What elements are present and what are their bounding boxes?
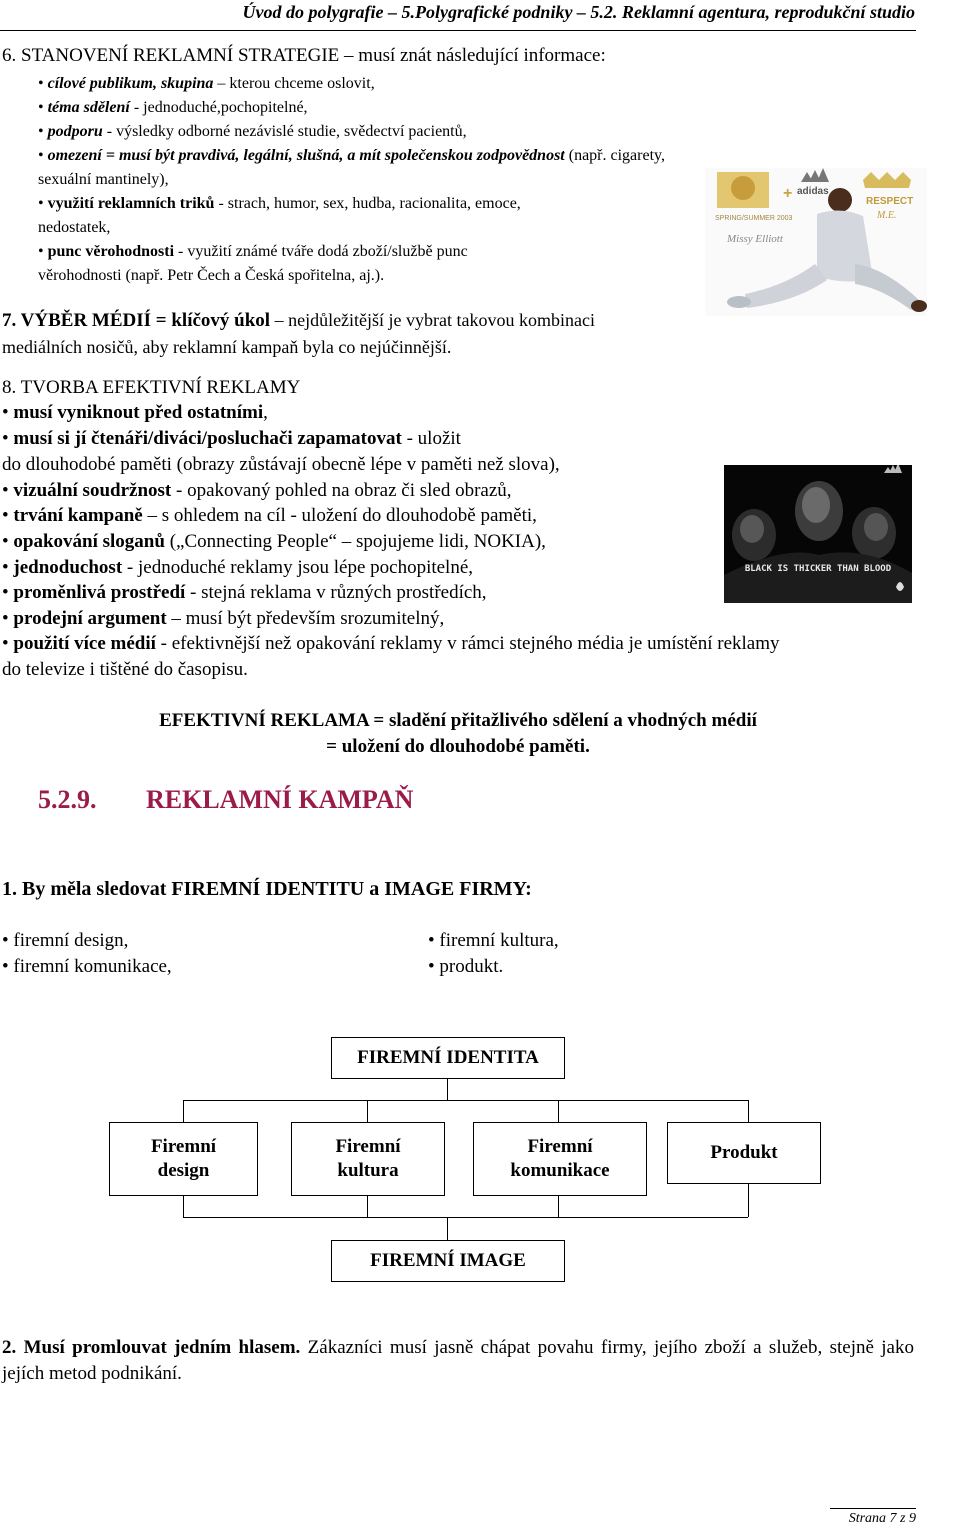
list-item: • firemní komunikace, xyxy=(2,956,172,978)
list-item: • podporu - výsledky odborné nezávislé studie, svědectví pacientů, xyxy=(38,120,467,144)
list-item-continuation: věrohodnosti (např. Petr Čech a Česká spořitelna, aj.). xyxy=(38,267,385,284)
list-item: • jednoduchost - jednoduché reklamy jsou lépe pochopitelné, xyxy=(2,557,473,579)
diagram-box-communication: Firemní komunikace xyxy=(473,1122,647,1196)
connector-line xyxy=(367,1195,368,1217)
connector-line xyxy=(558,1100,559,1122)
list-item: • téma sdělení - jednoduché,pochopitelné, xyxy=(38,96,308,120)
list-item: • musí vyniknout před ostatními, xyxy=(2,402,268,424)
svg-text:RESPECT: RESPECT xyxy=(866,196,914,207)
list-item-continuation: do dlouhodobé paměti (obrazy zůstávají obecně lépe v paměti než slova), xyxy=(2,454,560,475)
diagram-box-product: Produkt xyxy=(667,1122,821,1184)
all-blacks-ad-illustration xyxy=(724,465,912,603)
diagram-box-design: Firemní design xyxy=(109,1122,258,1196)
svg-text:Missy Elliott: Missy Elliott xyxy=(727,233,783,245)
list-item-continuation: nedostatek, xyxy=(38,219,111,236)
list-item: • vizuální soudržnost - opakovaný pohled na obraz či sled obrazů, xyxy=(2,480,512,502)
connector-line xyxy=(748,1183,749,1217)
list-item: • omezení = musí být pravdivá, legální, slušná, a mít společenskou zodpovědnost (např. cigarety, xyxy=(38,144,665,168)
list-item: • opakování sloganů („Connecting People“ – spojujeme lidi, NOKIA), xyxy=(2,531,546,553)
connector-line xyxy=(183,1100,748,1101)
all-blacks-ad-image xyxy=(724,465,912,603)
diagram-box-culture: Firemní kultura xyxy=(291,1122,445,1196)
list-item: • použití více médií - efektivnější než opakování reklamy v rámci stejného média je umístění reklamy xyxy=(2,633,780,655)
connector-line xyxy=(558,1195,559,1217)
connector-line xyxy=(183,1100,184,1122)
list-item: • produkt. xyxy=(428,956,503,978)
connector-line xyxy=(183,1217,748,1218)
section-8-title: 8. TVORBA EFEKTIVNÍ REKLAMY xyxy=(2,377,301,398)
list-item: • využití reklamních triků - strach, humor, sex, hudba, racionalita, emoce, xyxy=(38,192,521,216)
list-item: • cílové publikum, skupina – kterou chceme oslovit, xyxy=(38,72,375,96)
list-item: • firemní kultura, xyxy=(428,930,559,952)
section-6-title-bold: 6. STANOVENÍ REKLAMNÍ STRATEGIE xyxy=(2,45,340,66)
svg-text:adidas: adidas xyxy=(797,186,829,197)
list-item: • punc věrohodnosti - využití známé tváře dodá zboží/službě punc xyxy=(38,240,468,264)
list-item: • musí si jí čtenáři/diváci/posluchači zapamatovat - uložit xyxy=(2,428,461,450)
page-number: Strana 7 z 9 xyxy=(848,1511,916,1526)
header-rule xyxy=(0,30,916,31)
list-item: • prodejní argument – musí být především srozumitelný, xyxy=(2,608,444,630)
connector-line xyxy=(367,1100,368,1122)
diagram-box-image: FIREMNÍ IMAGE xyxy=(331,1240,565,1282)
section-number: 5.2.9. xyxy=(38,785,97,814)
svg-text:BLACK IS THICKER THAN BLOOD: BLACK IS THICKER THAN BLOOD xyxy=(744,564,892,574)
svg-text:M.E.: M.E. xyxy=(877,210,897,221)
list-item-continuation: do televize i tištěné do časopisu. xyxy=(2,659,248,680)
effective-ad-statement: EFEKTIVNÍ REKLAMA = sladění přitažlivého sdělení a vhodných médií = uložení do dlouhodobé paměti. xyxy=(159,710,757,757)
section-7-paragraph: 7. VÝBĚR MÉDIÍ = klíčový úkol – nejdůležitější je vybrat takovou kombinaci mediálních nosičů, aby reklamní kampaň byla co nejúčinnější. xyxy=(2,310,595,357)
running-header: Úvod do polygrafie – 5.Polygrafické podniky – 5.2. Reklamní agentura, reprodukční studio xyxy=(242,2,915,22)
section-6-title xyxy=(2,45,606,67)
diagram-box-identity: FIREMNÍ IDENTITA xyxy=(331,1037,565,1079)
list-item-continuation: sexuální mantinely), xyxy=(38,171,169,188)
svg-text:+: + xyxy=(783,185,793,202)
section-6-title-rest: – musí znát následující informace: xyxy=(339,45,606,66)
svg-text:SPRING/SUMMER 2003: SPRING/SUMMER 2003 xyxy=(715,215,793,222)
paragraph-one-voice: 2. Musí promlouvat jedním hlasem. Zákazníci musí jasně chápat povahu firmy, jejího zboží a služeb, stejně jako jejích metod podnikání. xyxy=(2,1337,914,1384)
list-item: • proměnlivá prostředí - stejná reklama v různých prostředích, xyxy=(2,582,487,604)
identity-heading: 1. By měla sledovat FIREMNÍ IDENTITU a IMAGE FIRMY: xyxy=(2,878,532,900)
section-title: REKLAMNÍ KAMPAŇ xyxy=(146,785,414,814)
connector-line xyxy=(447,1217,448,1240)
connector-line xyxy=(183,1195,184,1217)
connector-line xyxy=(748,1100,749,1122)
footer-rule xyxy=(830,1508,916,1509)
connector-line xyxy=(447,1078,448,1100)
list-item: • trvání kampaně – s ohledem na cíl - uložení do dlouhodobě paměti, xyxy=(2,505,537,527)
list-item: • firemní design, xyxy=(2,930,128,952)
adidas-ad-image xyxy=(705,168,927,316)
adidas-ad-illustration xyxy=(705,168,927,316)
